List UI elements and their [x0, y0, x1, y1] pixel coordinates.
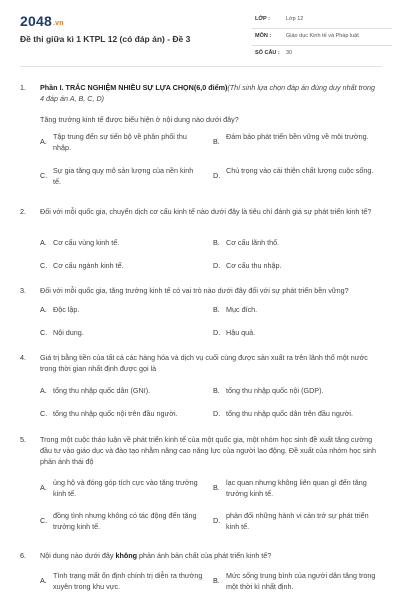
question-1-heading: Phần I. TRẮC NGHIỆM NHIỀU SỰ LỰA CHỌN(6,0 điểm)(Thí sinh lựa chọn đáp án đúng duy nhất trong 4 đáp án A, B, C, D)	[40, 83, 375, 103]
question-4-text: Giá trị bằng tiền của tất cả các hàng hóa và dịch vụ cuối cùng được sản xuất ra trên lãnh thổ một nước trong thời gian nhất định được gọi là	[40, 353, 368, 373]
question-4: 4. Giá trị bằng tiền của tất cả các hàng hóa và dịch vụ cuối cùng được sản xuất ra trên lãnh thổ một nước trong thời gian nhất định được gọi là A. tổng thu nhập quốc dân (GNI). B. tổng thu nhập quốc nội (GDP). C. tổng thu nhập quốc nội trên đầu người. D. tổng thu nhập quốc dân trên đầu người.	[20, 352, 385, 422]
meta-row-class: LỚP : Lớp 12	[252, 12, 392, 29]
document-header	[0, 0, 400, 62]
question-2: 2. Đối với mỗi quốc gia, chuyển dịch cơ cấu kinh tế nào dưới đây là tiêu chí đánh giá sự phát triển kinh tế? A. Cơ cấu vùng kinh tế. B. Cơ cấu lãnh thổ. C. Cơ cấu ngành kinh tế. D. Cơ cấu thu nhập.	[20, 206, 385, 271]
question-3-text: Đối với mỗi quốc gia, tăng trưởng kinh tế có vai trò nào dưới đây đối với sự phát triển bền vững?	[40, 286, 349, 295]
question-6: 6. Nội dung nào dưới đây không phản ánh bản chất của phát triển kinh tế? A. Tình trạng mất ổn định chính trị diễn ra thường xuyên trong khu vực. B. Mức sống trung bình của người dân tăng trong một thời kì nhất định.	[20, 550, 385, 598]
meta-row-subject: MÔN : Giáo dục Kinh tế và Pháp luật	[252, 29, 392, 46]
question-6-text: Nội dung nào dưới đây không phản ánh bản chất của phát triển kinh tế?	[40, 551, 272, 560]
question-5: 5. Trong một cuộc thảo luận về phát triển kinh tế của một quốc gia, một nhóm học sinh đề xuất tăng cường đầu tư vào giáo dục và đào tạo nhằm nâng cao năng lực của người lao động. Đề xuất của nhóm học sinh phản ánh thái độ A. ủng hộ và đóng góp tích cực vào tăng trưởng kinh tế. B. lạc quan nhưng không liên quan gì đến tăng trưởng kinh tế. C. đồng tình nhưng không có tác động đến tăng trưởng kinh tế. D. phản đối những hành vi cản trở sự phát triển kinh tế.	[20, 434, 385, 542]
meta-table	[252, 12, 392, 62]
meta-row-count: SỐ CÂU : 30	[255, 50, 293, 56]
question-1: 1. Phần I. TRẮC NGHIỆM NHIỀU SỰ LỰA CHỌN(6,0 điểm)(Thí sinh lựa chọn đáp án đúng duy nhất trong 4 đáp án A, B, C, D) Tăng trưởng kinh tế được biểu hiện ở nội dung nào dưới đây? A. Tập trung đến sự tiến bộ về phân phối thu nhập. B. Đảm bảo phát triển bền vững về môi trường. C. Sự gia tăng quy mô sản lượng của nền kinh tế. D. Chú trọng vào cải thiện chất lượng cuộc sống.	[20, 82, 385, 192]
question-1-text: Tăng trưởng kinh tế được biểu hiện ở nội dung nào dưới đây?	[40, 115, 239, 124]
document-title: Đề thi giữa kì 1 KTPL 12 (có đáp án) - Đề 3	[20, 34, 191, 44]
question-2-text: Đối với mỗi quốc gia, chuyển dịch cơ cấu kinh tế nào dưới đây là tiêu chí đánh giá sự phát triển kinh tế?	[40, 207, 372, 216]
question-5-text: Trong một cuộc thảo luận về phát triển kinh tế của một quốc gia, một nhóm học sinh đề xuất tăng cường đầu tư vào giáo dục và đào tạo nhằm nâng cao năng lực của người lao động. Đề xuất của nhóm học sinh phản ánh thái độ	[40, 435, 377, 466]
header-divider	[20, 66, 382, 67]
site-logo[interactable]: 2048.vn	[20, 13, 64, 29]
question-3: 3. Đối với mỗi quốc gia, tăng trưởng kinh tế có vai trò nào dưới đây đối với sự phát triển bền vững? A. Độc lập. B. Mục đích. C. Nội dung. D. Hậu quả.	[20, 285, 385, 340]
